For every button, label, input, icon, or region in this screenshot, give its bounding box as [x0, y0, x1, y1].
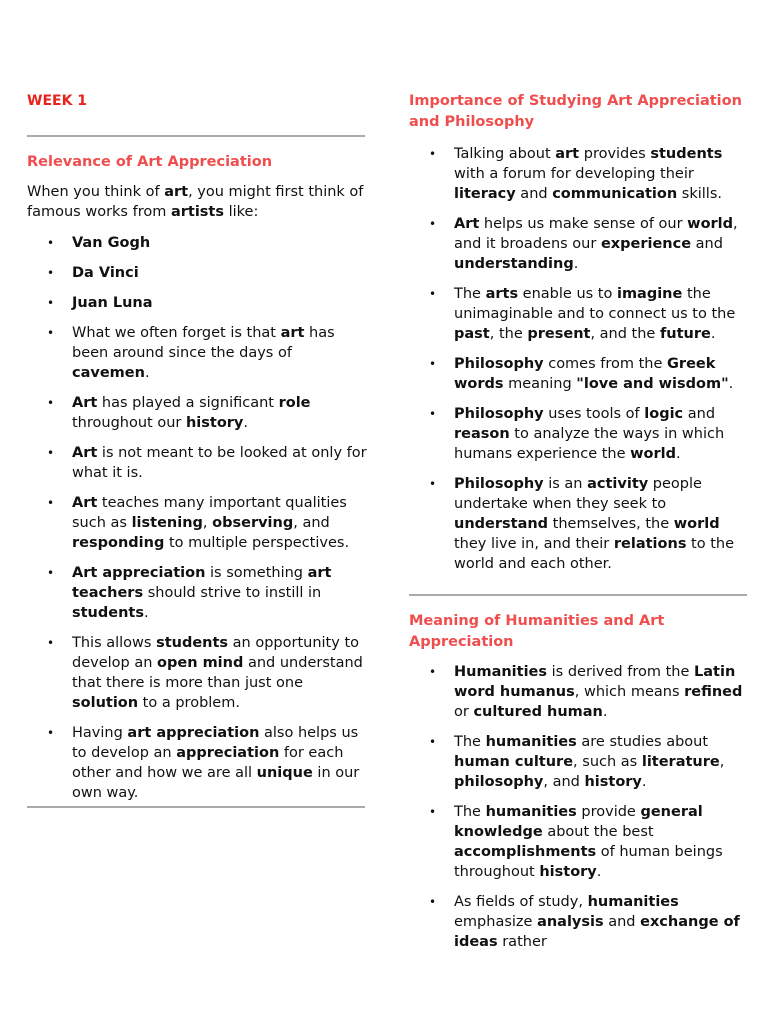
bullet-icon: •: [429, 407, 437, 421]
text-run: , the: [489, 326, 528, 342]
bold-term: unique: [256, 765, 313, 781]
bold-term: Greek words: [454, 356, 716, 392]
text-run: , and it broadens our: [454, 216, 738, 252]
text-run: This allows: [72, 635, 157, 651]
text-run: rather: [497, 934, 547, 950]
text-run: about the best: [542, 824, 654, 840]
bold-term: logic: [644, 406, 684, 422]
humanities-section: [409, 611, 749, 962]
text-run: .: [596, 864, 602, 880]
text-run: ,: [719, 754, 725, 770]
bold-term: solution: [72, 695, 139, 711]
list-item: [27, 323, 367, 383]
text-run: When you think of: [27, 184, 165, 200]
text-run: .: [144, 365, 150, 381]
intro-text: [27, 182, 367, 222]
bold-term: relations: [613, 536, 687, 552]
text-run: like:: [223, 204, 259, 220]
bullet-icon: •: [47, 566, 55, 580]
bold-term: activity: [587, 476, 649, 492]
importance-section: [409, 91, 749, 584]
text-run: provide: [576, 804, 641, 820]
bold-term: world: [687, 216, 734, 232]
list-item: [409, 404, 749, 464]
list-item: [409, 214, 749, 274]
bold-term: art: [555, 146, 580, 162]
text-run: .: [728, 376, 734, 392]
list-item: [27, 233, 367, 253]
bold-term: reason: [454, 426, 510, 442]
bold-term: Latin word humanus: [454, 664, 736, 700]
section-title: Meaning of Humanities and Art Appreciation: [409, 613, 665, 650]
bullet-icon: •: [47, 496, 55, 510]
bold-term: open mind: [157, 655, 244, 671]
bullet-icon: •: [47, 726, 55, 740]
bold-term: students: [156, 635, 229, 651]
text-run: and: [603, 914, 641, 930]
text-run: , you might first think of famous works from: [27, 184, 364, 220]
text-run: is not meant to be looked at only for what it is.: [72, 445, 367, 481]
bold-term: world: [673, 516, 720, 532]
text-run: is derived from the: [547, 664, 695, 680]
text-run: ,: [202, 515, 213, 531]
bold-term: experience: [600, 236, 692, 252]
bold-term: accomplishments: [454, 844, 597, 860]
bold-term: Philosophy: [454, 476, 544, 492]
bold-term: arts: [485, 286, 519, 302]
list-item: [27, 443, 367, 483]
bullet-icon: •: [429, 287, 437, 301]
bold-term: history: [185, 415, 244, 431]
text-run: for each other and how we are all: [72, 745, 344, 781]
text-run: in our own way.: [72, 765, 360, 801]
bold-term: listening: [131, 515, 203, 531]
list-item: [27, 393, 367, 433]
text-run: emphasize: [454, 914, 538, 930]
text-run: or: [454, 704, 474, 720]
bold-term: "love and wisdom": [576, 376, 729, 392]
bold-term: humanities: [485, 734, 577, 750]
bold-term: Art: [72, 495, 98, 511]
list-item: [409, 892, 749, 952]
bold-term: Juan Luna: [72, 295, 153, 311]
text-run: they live in, and their: [454, 536, 614, 552]
text-run: to the world and each other.: [454, 536, 735, 572]
text-run: and: [515, 186, 553, 202]
bold-term: literature: [641, 754, 720, 770]
text-run: to a problem.: [138, 695, 240, 711]
bold-term: Philosophy: [454, 406, 544, 422]
bold-term: appreciation: [176, 745, 280, 761]
bold-term: history: [539, 864, 597, 880]
relevance-section: [27, 152, 367, 813]
bullet-icon: •: [47, 446, 55, 460]
bullet-icon: •: [429, 665, 437, 679]
text-run: and: [691, 236, 723, 252]
bold-term: Art appreciation: [72, 565, 206, 581]
divider: [27, 806, 365, 808]
bold-term: future: [659, 326, 711, 342]
bullet-icon: •: [429, 805, 437, 819]
text-run: The: [454, 804, 486, 820]
text-run: .: [243, 415, 248, 431]
text-run: is an: [543, 476, 588, 492]
bold-term: cultured human: [473, 704, 603, 720]
week-label: WEEK 1: [27, 93, 88, 109]
bold-term: human culture: [454, 754, 574, 770]
bold-term: analysis: [537, 914, 604, 930]
bullet-list: [27, 233, 367, 803]
text-run: throughout our: [72, 415, 186, 431]
text-run: meaning: [503, 376, 577, 392]
text-run: of human beings throughout: [454, 844, 723, 880]
text-run: , which means: [574, 684, 685, 700]
text-run: should strive to instill in: [143, 585, 322, 601]
list-item: [409, 802, 749, 882]
bullet-list: [409, 144, 749, 574]
bold-term: artists: [170, 204, 224, 220]
list-item: [27, 263, 367, 283]
text-run: with a forum for developing their: [454, 166, 694, 182]
text-run: As fields of study,: [454, 894, 588, 910]
bullet-icon: •: [429, 357, 437, 371]
text-run: Having: [72, 725, 128, 741]
text-run: enable us to: [518, 286, 617, 302]
bold-term: exchange of ideas: [454, 914, 740, 950]
bold-term: art teachers: [72, 565, 332, 601]
text-run: and: [683, 406, 716, 422]
list-item: [27, 633, 367, 713]
text-run: , and the: [590, 326, 660, 342]
bullet-icon: •: [47, 296, 55, 310]
bold-term: past: [454, 326, 490, 342]
text-run: The: [454, 286, 486, 302]
bullet-icon: •: [47, 326, 55, 340]
bullet-icon: •: [47, 636, 55, 650]
bold-term: Art: [72, 445, 98, 461]
text-run: to multiple perspectives.: [164, 535, 350, 551]
text-run: is something: [205, 565, 308, 581]
bold-term: imagine: [616, 286, 683, 302]
bold-term: art: [280, 325, 305, 341]
text-run: .: [675, 446, 681, 462]
text-run: the unimaginable and to connect us to the: [454, 286, 736, 322]
list-item: [409, 662, 749, 722]
text-run: are studies about: [576, 734, 709, 750]
bold-term: Da Vinci: [72, 265, 139, 281]
bold-term: cavemen: [72, 365, 145, 381]
text-run: uses tools of: [543, 406, 645, 422]
text-run: , and: [543, 774, 585, 790]
bold-term: Humanities: [454, 664, 548, 680]
text-run: The: [454, 734, 486, 750]
bold-term: refined: [684, 684, 743, 700]
text-run: helps us make sense of our: [479, 216, 688, 232]
bullet-icon: •: [47, 396, 55, 410]
bold-term: students: [650, 146, 723, 162]
bullet-icon: •: [429, 217, 437, 231]
text-run: .: [641, 774, 647, 790]
bold-term: observing: [212, 515, 294, 531]
bold-term: humanities: [485, 804, 577, 820]
text-run: comes from the: [543, 356, 668, 372]
bold-term: role: [278, 395, 311, 411]
text-run: .: [602, 704, 608, 720]
bullet-icon: •: [429, 147, 437, 161]
bold-term: Art: [72, 395, 98, 411]
bold-term: responding: [72, 535, 165, 551]
bold-term: art appreciation: [127, 725, 260, 741]
bullet-icon: •: [47, 236, 55, 250]
text-run: teaches many important qualities such as: [72, 495, 347, 531]
bold-term: understand: [454, 516, 549, 532]
bullet-icon: •: [429, 895, 437, 909]
bold-term: art: [164, 184, 189, 200]
text-run: .: [710, 326, 716, 342]
text-run: an opportunity to develop an: [72, 635, 359, 671]
bullet-list: [409, 662, 749, 952]
bullet-icon: •: [429, 735, 437, 749]
bold-term: history: [584, 774, 642, 790]
section-title: Importance of Studying Art Appreciation and Philosophy: [409, 93, 742, 130]
bold-term: communication: [552, 186, 678, 202]
bold-term: Art: [454, 216, 480, 232]
text-run: , such as: [573, 754, 642, 770]
bold-term: philosophy: [454, 774, 544, 790]
list-item: [409, 474, 749, 574]
text-run: provides: [579, 146, 651, 162]
list-item: [409, 732, 749, 792]
text-run: What we often forget is that: [72, 325, 281, 341]
text-run: .: [573, 256, 579, 272]
bold-term: general knowledge: [454, 804, 703, 840]
text-run: has been around since the days of: [72, 325, 335, 361]
bold-term: Philosophy: [454, 356, 544, 372]
text-run: and understand that there is more than just one: [72, 655, 363, 691]
list-item: [27, 723, 367, 803]
bold-term: present: [527, 326, 591, 342]
text-run: themselves, the: [548, 516, 674, 532]
bold-term: literacy: [454, 186, 516, 202]
divider: [27, 135, 365, 137]
bullet-icon: •: [429, 477, 437, 491]
text-run: , and: [293, 515, 330, 531]
text-run: to analyze the ways in which humans experience the: [454, 426, 725, 462]
list-item: [409, 284, 749, 344]
list-item: [27, 493, 367, 553]
list-item: [27, 293, 367, 313]
bold-term: humanities: [587, 894, 679, 910]
bullet-icon: •: [47, 266, 55, 280]
bold-term: students: [72, 605, 144, 621]
text-run: .: [143, 605, 149, 621]
text-run: also helps us to develop an: [72, 725, 359, 761]
text-run: Talking about: [454, 146, 556, 162]
list-item: [27, 563, 367, 623]
text-run: has played a significant: [97, 395, 279, 411]
list-item: [409, 354, 749, 394]
bold-term: Van Gogh: [72, 235, 151, 251]
bold-term: world: [630, 446, 676, 462]
bold-term: understanding: [454, 256, 574, 272]
divider: [409, 594, 747, 596]
list-item: [409, 144, 749, 204]
text-run: people undertake when they seek to: [454, 476, 702, 512]
text-run: skills.: [677, 186, 722, 202]
section-title: Relevance of Art Appreciation: [27, 154, 273, 170]
